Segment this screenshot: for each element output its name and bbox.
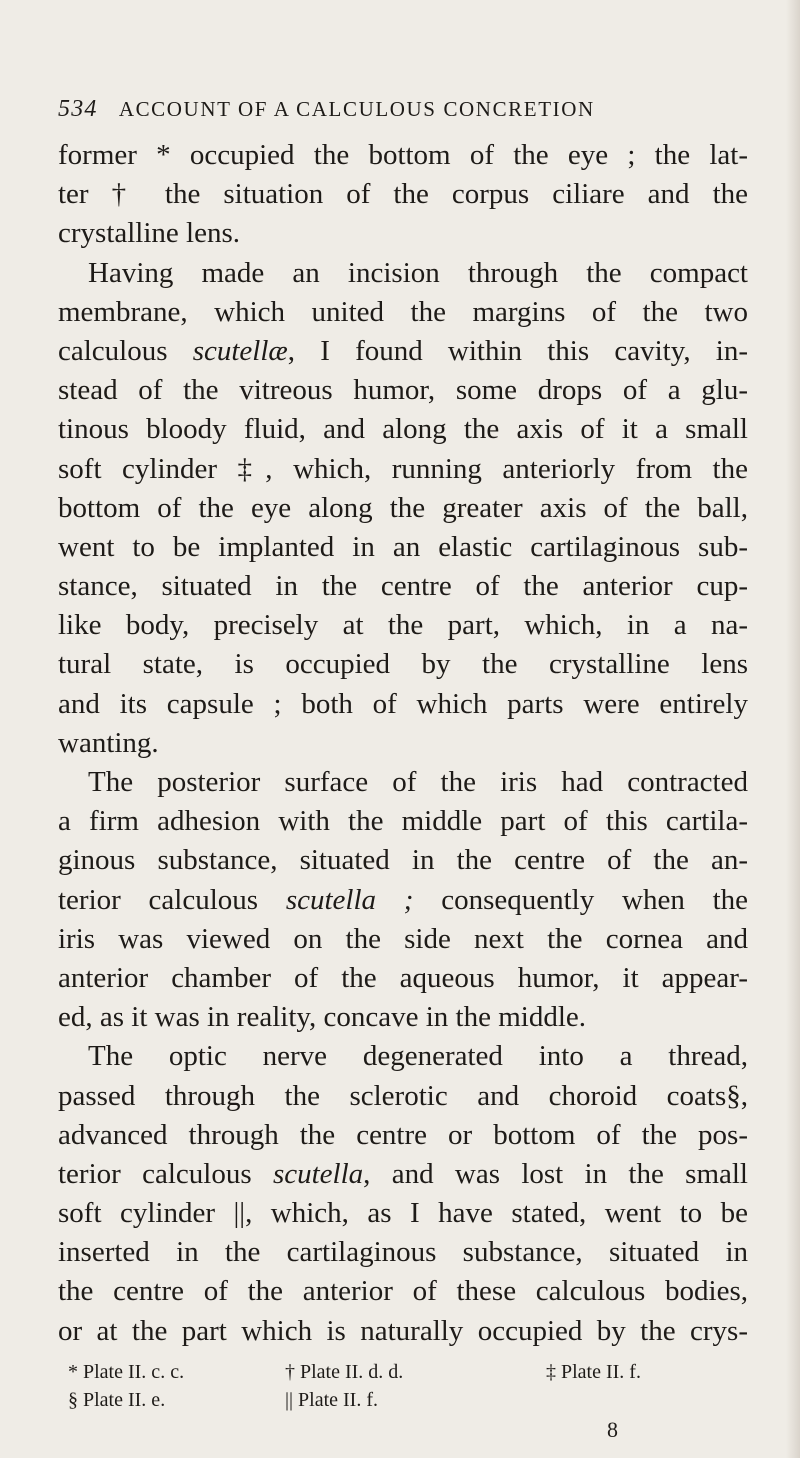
- text-line: or at the part which is naturally occupied by the crys-: [58, 1314, 748, 1347]
- text-line: tinous bloody fluid, and along the axis of it a small: [58, 413, 748, 446]
- text-line: wanting.: [58, 726, 159, 759]
- text-line: iris was viewed on the side next the cornea and: [58, 922, 748, 955]
- footnote-row: [68, 1386, 728, 1414]
- footnote-plate-ii-e: § Plate II. e.: [68, 1389, 166, 1411]
- text-line: and its capsule ; both of which parts were entirely: [58, 687, 748, 720]
- text-line: stead of the vitreous humor, some drops of a glu-: [58, 374, 748, 407]
- text-line: membrane, which united the margins of the two: [58, 295, 748, 328]
- text-line: went to be implanted in an elastic cartilaginous sub-: [58, 530, 748, 563]
- text-line: inserted in the cartilaginous substance, situated in: [58, 1236, 748, 1269]
- text-line: calculous scutellæ, I found within this cavity, in-: [58, 334, 748, 367]
- footnote-plate-ii-dd: † Plate II. d. d.: [285, 1361, 404, 1383]
- paragraph: [58, 136, 748, 254]
- signature-mark: 8: [607, 1417, 618, 1442]
- paragraph: [58, 1037, 748, 1351]
- text-line: like body, precisely at the part, which, in a na-: [58, 609, 748, 642]
- text-line: stance, situated in the centre of the anterior cup-: [58, 570, 748, 603]
- text-line: advanced through the centre or bottom of the pos-: [58, 1118, 748, 1151]
- footnotes: [68, 1358, 728, 1414]
- running-title: ACCOUNT OF A CALCULOUS CONCRETION: [118, 97, 595, 121]
- text-line: Having made an incision through the compact: [88, 256, 748, 289]
- text-line: The posterior surface of the iris had contracted: [88, 766, 748, 798]
- running-header: [58, 96, 748, 123]
- text-line: former * occupied the bottom of the eye ; the lat-: [58, 139, 748, 171]
- text-line: a firm adhesion with the middle part of this cartila-: [58, 805, 748, 838]
- text-line: ed, as it was in reality, concave in the middle.: [58, 1001, 587, 1034]
- body-text: [58, 136, 748, 1351]
- footnote-plate-ii-f-2: || Plate II. f.: [285, 1389, 378, 1411]
- footnote-row: [68, 1358, 728, 1386]
- text-line: the centre of the anterior of these calculous bodies,: [58, 1275, 748, 1308]
- footnote-plate-ii-cc: * Plate II. c. c.: [68, 1361, 185, 1383]
- paragraph: [58, 254, 748, 763]
- page-edge-shadow: [786, 0, 800, 1458]
- paragraph: [58, 763, 748, 1037]
- text-line: anterior chamber of the aqueous humor, it appear-: [58, 961, 748, 994]
- text-line: tural state, is occupied by the crystalline lens: [58, 648, 748, 681]
- text-line: soft cylinder ||, which, as I have stated, went to be: [58, 1197, 748, 1230]
- page-number: 534: [58, 96, 98, 122]
- text-line: passed through the sclerotic and choroid coats§,: [58, 1079, 748, 1112]
- text-line: soft cylinder ‡, which, running anteriorly from the: [58, 452, 748, 485]
- text-line: ter † the situation of the corpus ciliare and the: [58, 178, 748, 211]
- text-line: bottom of the eye along the greater axis of the ball,: [58, 491, 748, 524]
- text-line: terior calculous scutella, and was lost in the small: [58, 1157, 748, 1190]
- footnote-plate-ii-f: ‡ Plate II. f.: [546, 1361, 641, 1383]
- text-line: The optic nerve degenerated into a thread,: [88, 1040, 748, 1073]
- text-line: crystalline lens.: [58, 217, 241, 250]
- text-line: terior calculous scutella ; consequently when the: [58, 883, 748, 916]
- text-line: ginous substance, situated in the centre of the an-: [58, 844, 748, 877]
